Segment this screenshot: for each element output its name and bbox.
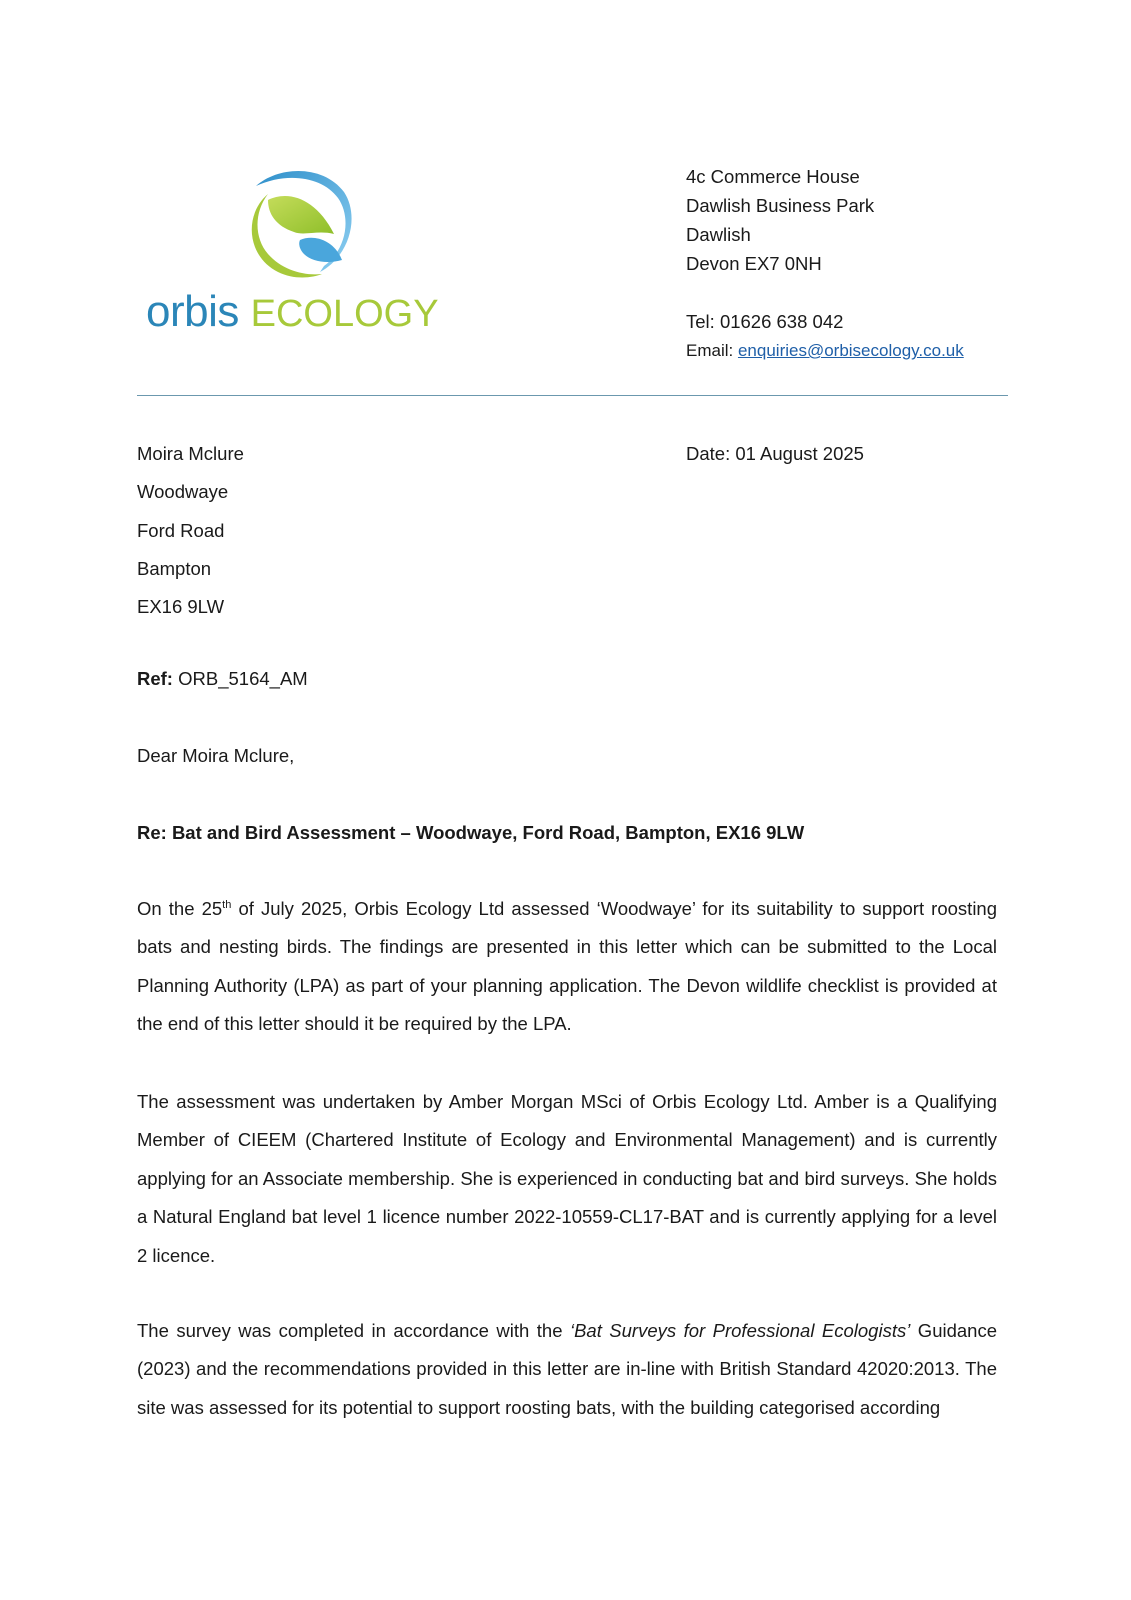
address-line: 4c Commerce House [686,166,860,187]
company-logo [146,164,446,344]
recipient-address-line: Bampton [137,557,212,579]
address-line: Devon EX7 0NH [686,253,822,274]
p1-superscript: th [222,898,232,911]
subject-line: Re: Bat and Bird Assessment – Woodwaye, Ford Road, Bampton, EX16 9LW [137,822,805,843]
p1-text-start: On the 25 [137,898,223,919]
tel-label: Tel: [686,311,720,332]
company-address-block [686,162,964,365]
email-link[interactable]: enquiries@orbisecology.co.uk [737,341,964,360]
reference-label: Ref: [137,668,173,689]
logo-word-ecology: ECOLOGY [250,293,439,335]
p1-text-rest: of July 2025, Orbis Ecology Ltd assessed ‘Woodwaye’ for its suitability to support roosting bats and nesting birds. The findings are presented in this letter which can be submitted to the Local Planning Authority (LPA) as part of your planning application. The Devon wildlife checklist is provided at the end of this letter should it be required by the LPA. [137,898,998,1035]
address-line: Dawlish [686,224,751,245]
body-paragraph-1 [137,890,997,1044]
recipient-address [137,435,244,626]
p3-guidance-title: ‘Bat Surveys for Professional Ecologists’ [569,1320,911,1341]
company-telephone [686,307,964,336]
recipient-name: Moira Mclure [137,443,244,464]
p3-text-start: The survey was completed in accordance with the [137,1320,570,1341]
header-divider [137,395,1008,396]
body-paragraph-2: The assessment was undertaken by Amber Morgan MSci of Orbis Ecology Ltd. Amber is a Qualifying Member of CIEEM (Chartered Institute of Ecology and Environmental Management) and is currently applying for an Associate membership. She is experienced in conducting bat and bird surveys. She holds a Natural England bat level 1 licence number 2022-10559-CL17-BAT and is currently applying for a level 2 licence. [137,1091,997,1266]
address-line: Dawlish Business Park [686,195,875,216]
recipient-postcode: EX16 9LW [137,596,225,618]
company-email [686,336,964,365]
p3-text-rest: Guidance (2023) and the recommendations provided in this letter are in-line with British Standard 42020:2013. The site was assessed for its potential to support roosting bats, with the building categorised according [137,1320,997,1418]
letter-date: Date: 01 August 2025 [686,443,864,464]
leaf-globe-icon [238,164,360,282]
tel-number: 01626 638 042 [719,311,844,332]
email-label: Email: [686,341,738,360]
logo-word-orbis: orbis [146,287,239,336]
logo-wordmark [146,287,439,336]
salutation: Dear Moira Mclure, [137,745,295,766]
reference [137,668,308,690]
recipient-address-line: Woodwaye [137,481,229,503]
recipient-address-line: Ford Road [137,519,225,541]
reference-value: ORB_5164_AM [172,668,308,689]
body-paragraph-3 [137,1312,997,1427]
